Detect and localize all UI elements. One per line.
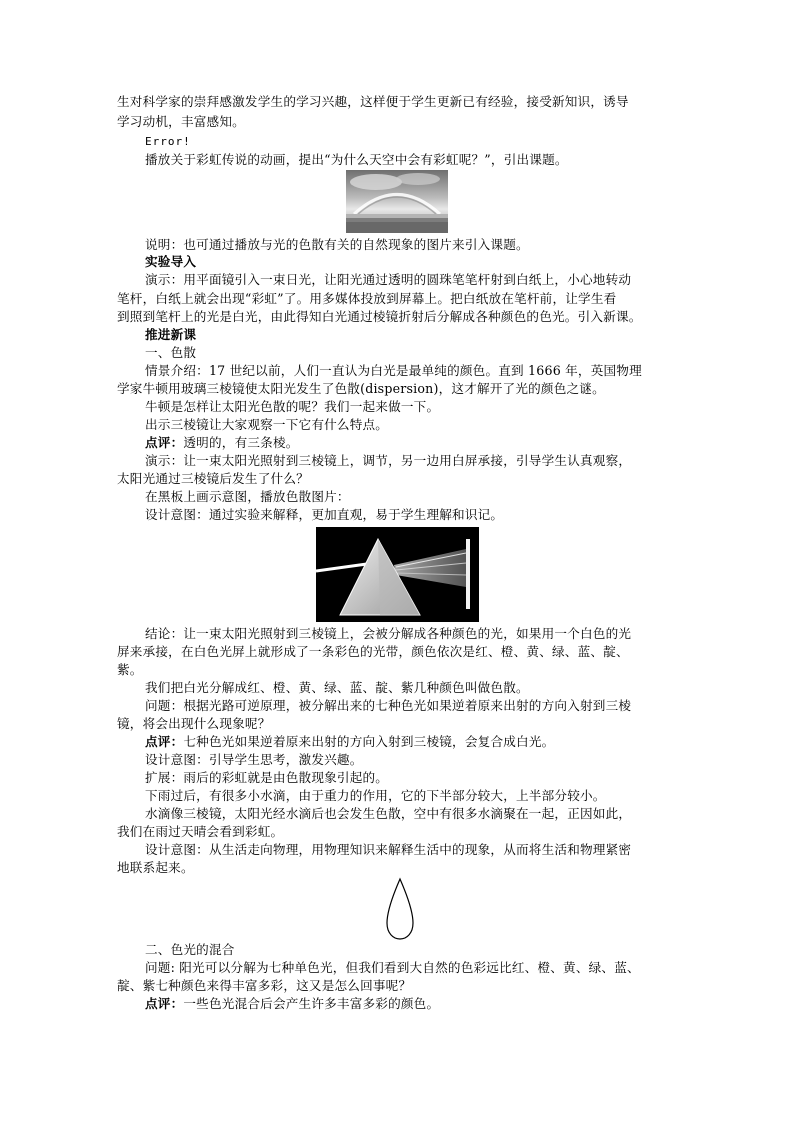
paragraph-line: 情景介绍：17 世纪以前，人们一直认为白光是最单纯的颜色。直到 1666 年，英国物理: [145, 363, 642, 378]
paragraph-line: 地联系起来。: [117, 860, 194, 875]
paragraph-line: 设计意图：从生活走向物理，用物理知识来解释生活中的现象，从而将生活和物理紧密: [145, 842, 632, 857]
paragraph-line: 学家牛顿用玻璃三棱镜使太阳光发生了色散(dispersion)，这才解开了光的颜色之谜。: [117, 381, 605, 396]
paragraph-line: 结论：让一束太阳光照射到三棱镜上，会被分解成各种颜色的光，如果用一个白色的光: [145, 626, 632, 641]
paragraph-line: 镜，将会出现什么现象呢？: [117, 716, 271, 731]
paragraph-line: 紫。: [117, 662, 143, 677]
paragraph-line: 学习动机，丰富感知。: [117, 114, 245, 129]
intro-text: 播放关于彩虹传说的动画，提出“为什么天空中会有彩虹呢？”，引出课题。: [145, 152, 568, 167]
comment-line: [145, 995, 715, 1013]
comment-label: 点评：: [145, 996, 184, 1011]
paragraph-line: 演示：用平面镜引入一束日光，让阳光通过透明的圆珠笔笔杆射到白纸上，小心地转动: [145, 272, 632, 287]
comment-text: 透明的，有三条棱。: [183, 435, 299, 450]
water-droplet-figure: [385, 877, 415, 941]
section-heading: 一、色散: [145, 345, 197, 360]
paragraph-line: 下雨过后，有很多小水滴，由于重力的作用，它的下半部分较大，上半部分较小。: [145, 788, 606, 803]
heading-new-lesson: 推进新课: [145, 327, 197, 342]
comment-text: 七种色光如果逆着原来出射的方向入射到三棱镜，会复合成白光。: [183, 734, 555, 749]
comment-line: [145, 733, 715, 751]
paragraph-line: 牛顿是怎样让太阳光色散的呢？我们一起来做一下。: [145, 399, 440, 414]
paragraph-line: 笔杆，白纸上就会出现“彩虹”了。用多媒体投放到屏幕上。把白纸放在笔杆前，让学生看: [117, 291, 617, 306]
comment-line: [145, 434, 715, 452]
comment-text: 一些色光混合后会产生许多丰富多彩的颜色。: [183, 996, 440, 1011]
comment-label: 点评：: [145, 734, 184, 749]
paragraph-line: 我们把白光分解成红、橙、黄、绿、蓝、靛、紫几种颜色叫做色散。: [145, 680, 529, 695]
paragraph-line: 到照到笔杆上的光是白光，由此得知白光通过棱镜折射后分解成各种颜色的色光。引入新课。: [117, 309, 642, 324]
paragraph-line: 问题：根据光路可逆原理，被分解出来的七种色光如果逆着原来出射的方向入射到三棱: [145, 698, 632, 713]
paragraph-line: 水滴像三棱镜，太阳光经水滴后也会发生色散，空中有很多水滴聚在一起，正因如此，: [145, 806, 632, 821]
paragraph-line: 我们在雨过天晴会看到彩虹。: [117, 824, 284, 839]
heading-experiment: 实验导入: [145, 254, 197, 269]
paragraph-line: 问题: 阳光可以分解为七种单色光，但我们看到大自然的色彩远比红、橙、黄、绿、蓝、: [145, 960, 640, 975]
paragraph-line: 演示：让一束太阳光照射到三棱镜上，调节，另一边用白屏承接，引导学生认真观察，: [145, 453, 632, 468]
paragraph-line: 设计意图：通过实验来解释，更加直观，易于学生理解和识记。: [145, 507, 504, 522]
paragraph-line: 设计意图：引导学生思考，激发兴趣。: [145, 752, 363, 767]
paragraph-line: 出示三棱镜让大家观察一下它有什么特点。: [145, 417, 389, 432]
note-text: 说明：也可通过播放与光的色散有关的自然现象的图片来引入课题。: [145, 237, 529, 252]
error-text: Error!: [145, 135, 191, 148]
paragraph-line: 生对科学家的崇拜感激发学生的学习兴趣，这样便于学生更新已有经验，接受新知识，诱导: [117, 94, 629, 109]
paragraph-line: 在黑板上画示意图，播放色散图片：: [145, 489, 350, 504]
prism-dispersion-figure: [316, 527, 479, 622]
paragraph-line: 屏来承接，在白色光屏上就形成了一条彩色的光带，颜色依次是红、橙、黄、绿、蓝、靛、: [117, 644, 629, 659]
comment-label: 点评：: [145, 435, 184, 450]
paragraph-line: 靛、紫七种颜色来得丰富多彩，这又是怎么回事呢？: [117, 978, 412, 993]
section-heading: 二、色光的混合: [145, 942, 235, 957]
rainbow-photo: [346, 170, 448, 233]
paragraph-line: 太阳光通过三棱镜后发生了什么？: [117, 471, 309, 486]
paragraph-line: 扩展：雨后的彩虹就是由色散现象引起的。: [145, 770, 389, 785]
